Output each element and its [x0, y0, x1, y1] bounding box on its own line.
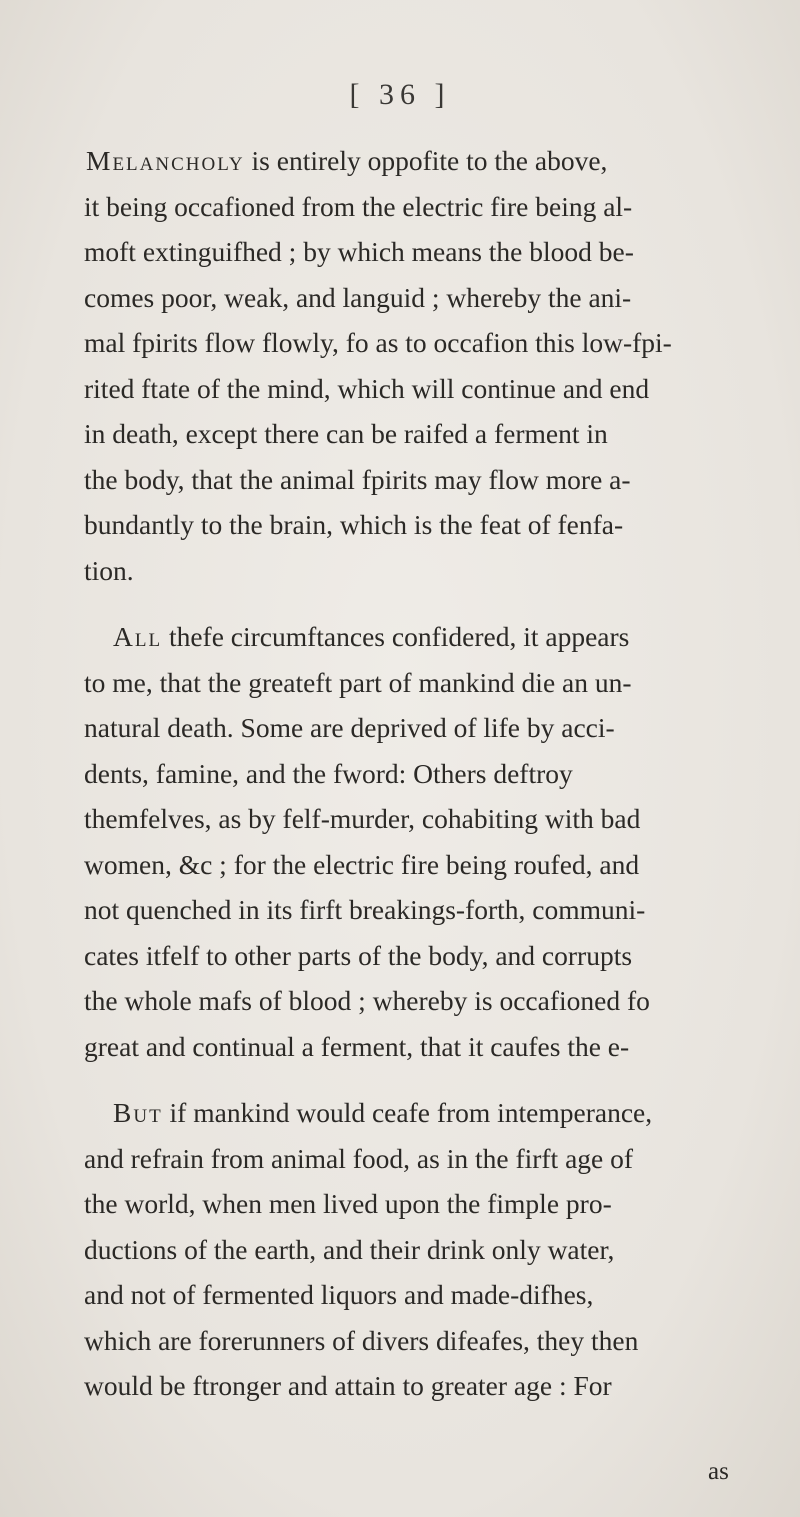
text-line: the body, that the animal fpirits may flow more a- [84, 464, 631, 495]
text-line: it being occafioned from the electric fire being al- [84, 191, 633, 222]
text-line: All thefe circumftances confidered, it appears [113, 621, 630, 652]
text-line: But if mankind would ceafe from intemperance, [113, 1097, 653, 1128]
text-line: comes poor, weak, and languid ; whereby the ani- [84, 282, 632, 313]
text-line: natural death. Some are deprived of life by acci- [84, 712, 615, 743]
text-line: in death, except there can be raifed a ferment in [84, 418, 608, 449]
text-line: not quenched in its firft breakings-forth, communi- [84, 894, 646, 925]
text-line: women, &c ; for the electric fire being roufed, and [84, 849, 640, 880]
text-line: to me, that the greateft part of mankind die an un- [84, 667, 632, 698]
text-line: which are forerunners of divers difeafes, they then [84, 1325, 639, 1356]
text-line: bundantly to the brain, which is the feat of fenfa- [84, 509, 624, 540]
text-line: would be ftronger and attain to greater age : For [84, 1370, 612, 1401]
text-line: Melancholy is entirely oppofite to the above, [86, 145, 608, 176]
text-line: and not of fermented liquors and made-difhes, [84, 1279, 594, 1310]
text-line: the world, when men lived upon the fimple pro- [84, 1188, 612, 1219]
text-line: the whole mafs of blood ; whereby is occafioned fo [84, 985, 650, 1016]
text-line: moft extinguifhed ; by which means the blood be- [84, 236, 634, 267]
text-line: ductions of the earth, and their drink only water, [84, 1234, 615, 1265]
text-line: great and continual a ferment, that it caufes the e- [84, 1031, 630, 1062]
text-line: themfelves, as by felf-murder, cohabiting with bad [84, 803, 641, 834]
text-line: mal fpirits flow flowly, fo as to occafion this low-fpi- [84, 327, 672, 358]
text-line: and refrain from animal food, as in the firft age of [84, 1143, 634, 1174]
text-line: dents, famine, and the fword: Others deftroy [84, 758, 573, 789]
text-line: tion. [84, 555, 134, 586]
text-line: rited ftate of the mind, which will continue and end [84, 373, 650, 404]
page-number: [ 36 ] [349, 78, 451, 111]
catchword: as [708, 1458, 729, 1485]
text-line: cates itfelf to other parts of the body, and corrupts [84, 940, 633, 971]
